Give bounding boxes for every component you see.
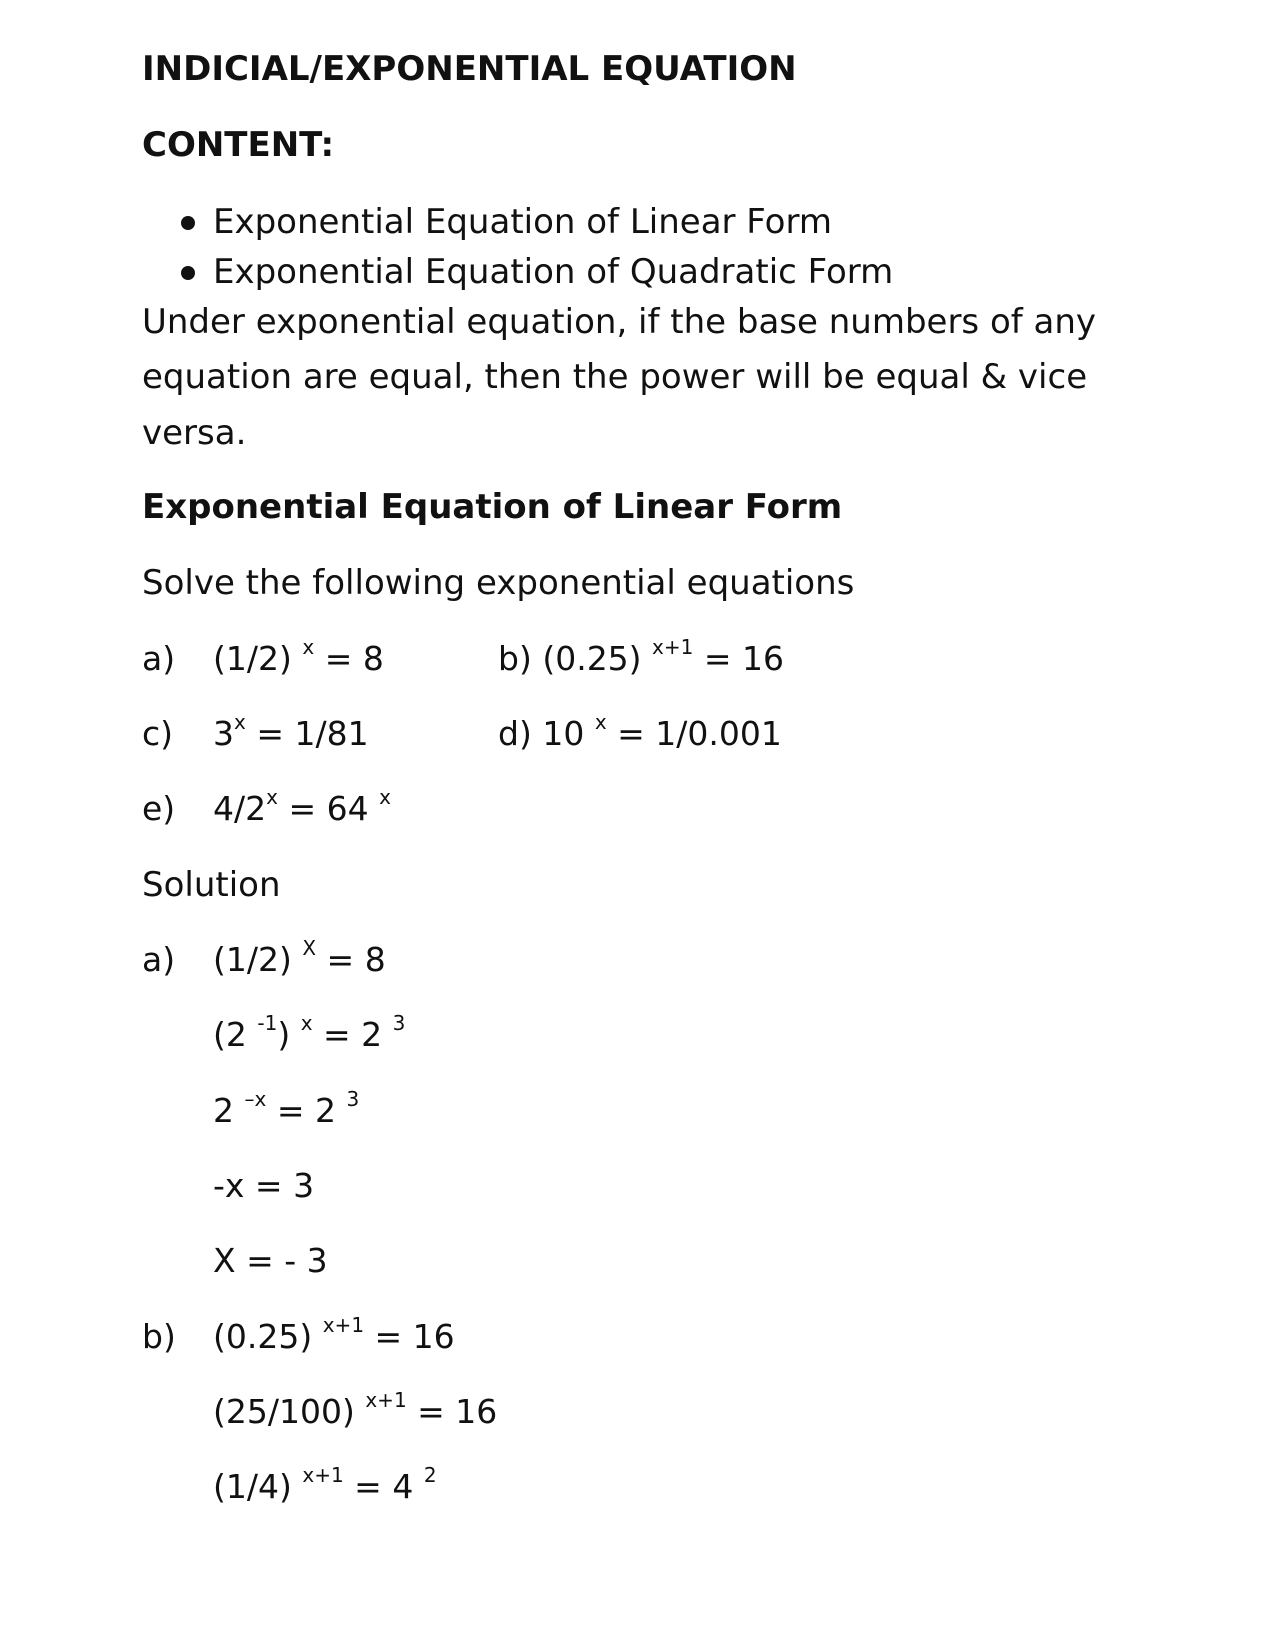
equation-exponent: x+1 bbox=[652, 635, 694, 659]
step-part: = 2 bbox=[266, 1091, 347, 1130]
content-label: CONTENT: bbox=[142, 125, 335, 165]
step-part: (1/2) bbox=[213, 940, 303, 979]
solution-step bbox=[213, 1087, 360, 1130]
step-exponent: 3 bbox=[392, 1011, 406, 1035]
solution-a-label: a) bbox=[142, 940, 176, 979]
intro-line: equation are equal, then the power will be equal & vice bbox=[142, 357, 1088, 397]
equation-rhs: = 16 bbox=[693, 639, 784, 678]
instruction-text: Solve the following exponential equations bbox=[142, 563, 855, 603]
problem-b-label: b) bbox=[498, 639, 532, 678]
page-title: INDICIAL/EXPONENTIAL EQUATION bbox=[142, 49, 797, 89]
bullet-dot-icon bbox=[181, 216, 195, 230]
step-part: = 8 bbox=[316, 940, 386, 979]
equation-exponent: x bbox=[234, 710, 246, 734]
problem-d bbox=[498, 710, 782, 753]
bullet-dot-icon bbox=[181, 266, 195, 280]
equation-base: (0.25) bbox=[542, 639, 653, 678]
intro-line: Under exponential equation, if the base numbers of any bbox=[142, 302, 1097, 342]
equation-rhs: = 8 bbox=[314, 639, 384, 678]
step-exponent: 2 bbox=[423, 1463, 437, 1487]
step-part: (25/100) bbox=[213, 1392, 366, 1431]
equation-rhs: = 64 bbox=[277, 789, 380, 828]
problem-b bbox=[498, 635, 784, 678]
step-part: (2 bbox=[213, 1015, 258, 1054]
step-exponent: x+1 bbox=[302, 1463, 344, 1487]
bullet-text: Exponential Equation of Quadratic Form bbox=[213, 252, 894, 292]
step-part: = 16 bbox=[406, 1392, 498, 1431]
equation-base: 10 bbox=[542, 714, 595, 753]
bullet-text: Exponential Equation of Linear Form bbox=[213, 202, 832, 242]
step-exponent: x+1 bbox=[365, 1388, 407, 1412]
section-heading: Exponential Equation of Linear Form bbox=[142, 487, 843, 527]
solution-step bbox=[213, 1011, 406, 1054]
problem-a bbox=[213, 635, 384, 678]
solution-step bbox=[213, 1166, 315, 1205]
step-part: (1/4) bbox=[213, 1467, 303, 1506]
equation-rhs-exponent: x bbox=[379, 785, 391, 809]
equation-exponent: x bbox=[594, 710, 607, 734]
step-part: = 2 bbox=[312, 1015, 393, 1054]
step-part: (0.25) bbox=[213, 1317, 323, 1356]
problem-d-label: d) bbox=[498, 714, 532, 753]
step-part: = 16 bbox=[364, 1317, 455, 1356]
equation-base: (1/2) bbox=[213, 639, 303, 678]
step-exponent: x+1 bbox=[322, 1313, 365, 1337]
equation-base: 3 bbox=[213, 714, 234, 753]
solution-step bbox=[213, 1241, 328, 1280]
equation-base: 4/2 bbox=[213, 789, 267, 828]
step-exponent: x bbox=[300, 1011, 313, 1035]
solution-step bbox=[213, 1313, 455, 1356]
step-part: 2 bbox=[213, 1091, 245, 1130]
solution-step bbox=[213, 1463, 437, 1506]
step-part: ) bbox=[277, 1015, 301, 1054]
step-exponent: –x bbox=[244, 1087, 267, 1111]
step-part: X = - 3 bbox=[213, 1241, 328, 1280]
equation-rhs: = 1/0.001 bbox=[606, 714, 782, 753]
problem-e bbox=[213, 785, 391, 828]
solution-step bbox=[213, 1388, 498, 1431]
problem-c bbox=[213, 710, 369, 753]
intro-line: versa. bbox=[142, 413, 247, 453]
solution-b-label: b) bbox=[142, 1317, 176, 1356]
equation-exponent: x bbox=[302, 635, 315, 659]
problem-a-label: a) bbox=[142, 639, 176, 678]
step-part: = 4 bbox=[343, 1467, 424, 1506]
step-part: -x = 3 bbox=[213, 1166, 315, 1205]
equation-rhs: = 1/81 bbox=[245, 714, 369, 753]
solution-step bbox=[213, 936, 386, 979]
step-exponent: X bbox=[302, 936, 317, 960]
problem-c-label: c) bbox=[142, 714, 174, 753]
step-exponent: -1 bbox=[257, 1011, 278, 1035]
step-exponent: 3 bbox=[346, 1087, 360, 1111]
problem-e-label: e) bbox=[142, 789, 176, 828]
solution-label: Solution bbox=[142, 865, 281, 905]
equation-exponent: x bbox=[266, 785, 278, 809]
